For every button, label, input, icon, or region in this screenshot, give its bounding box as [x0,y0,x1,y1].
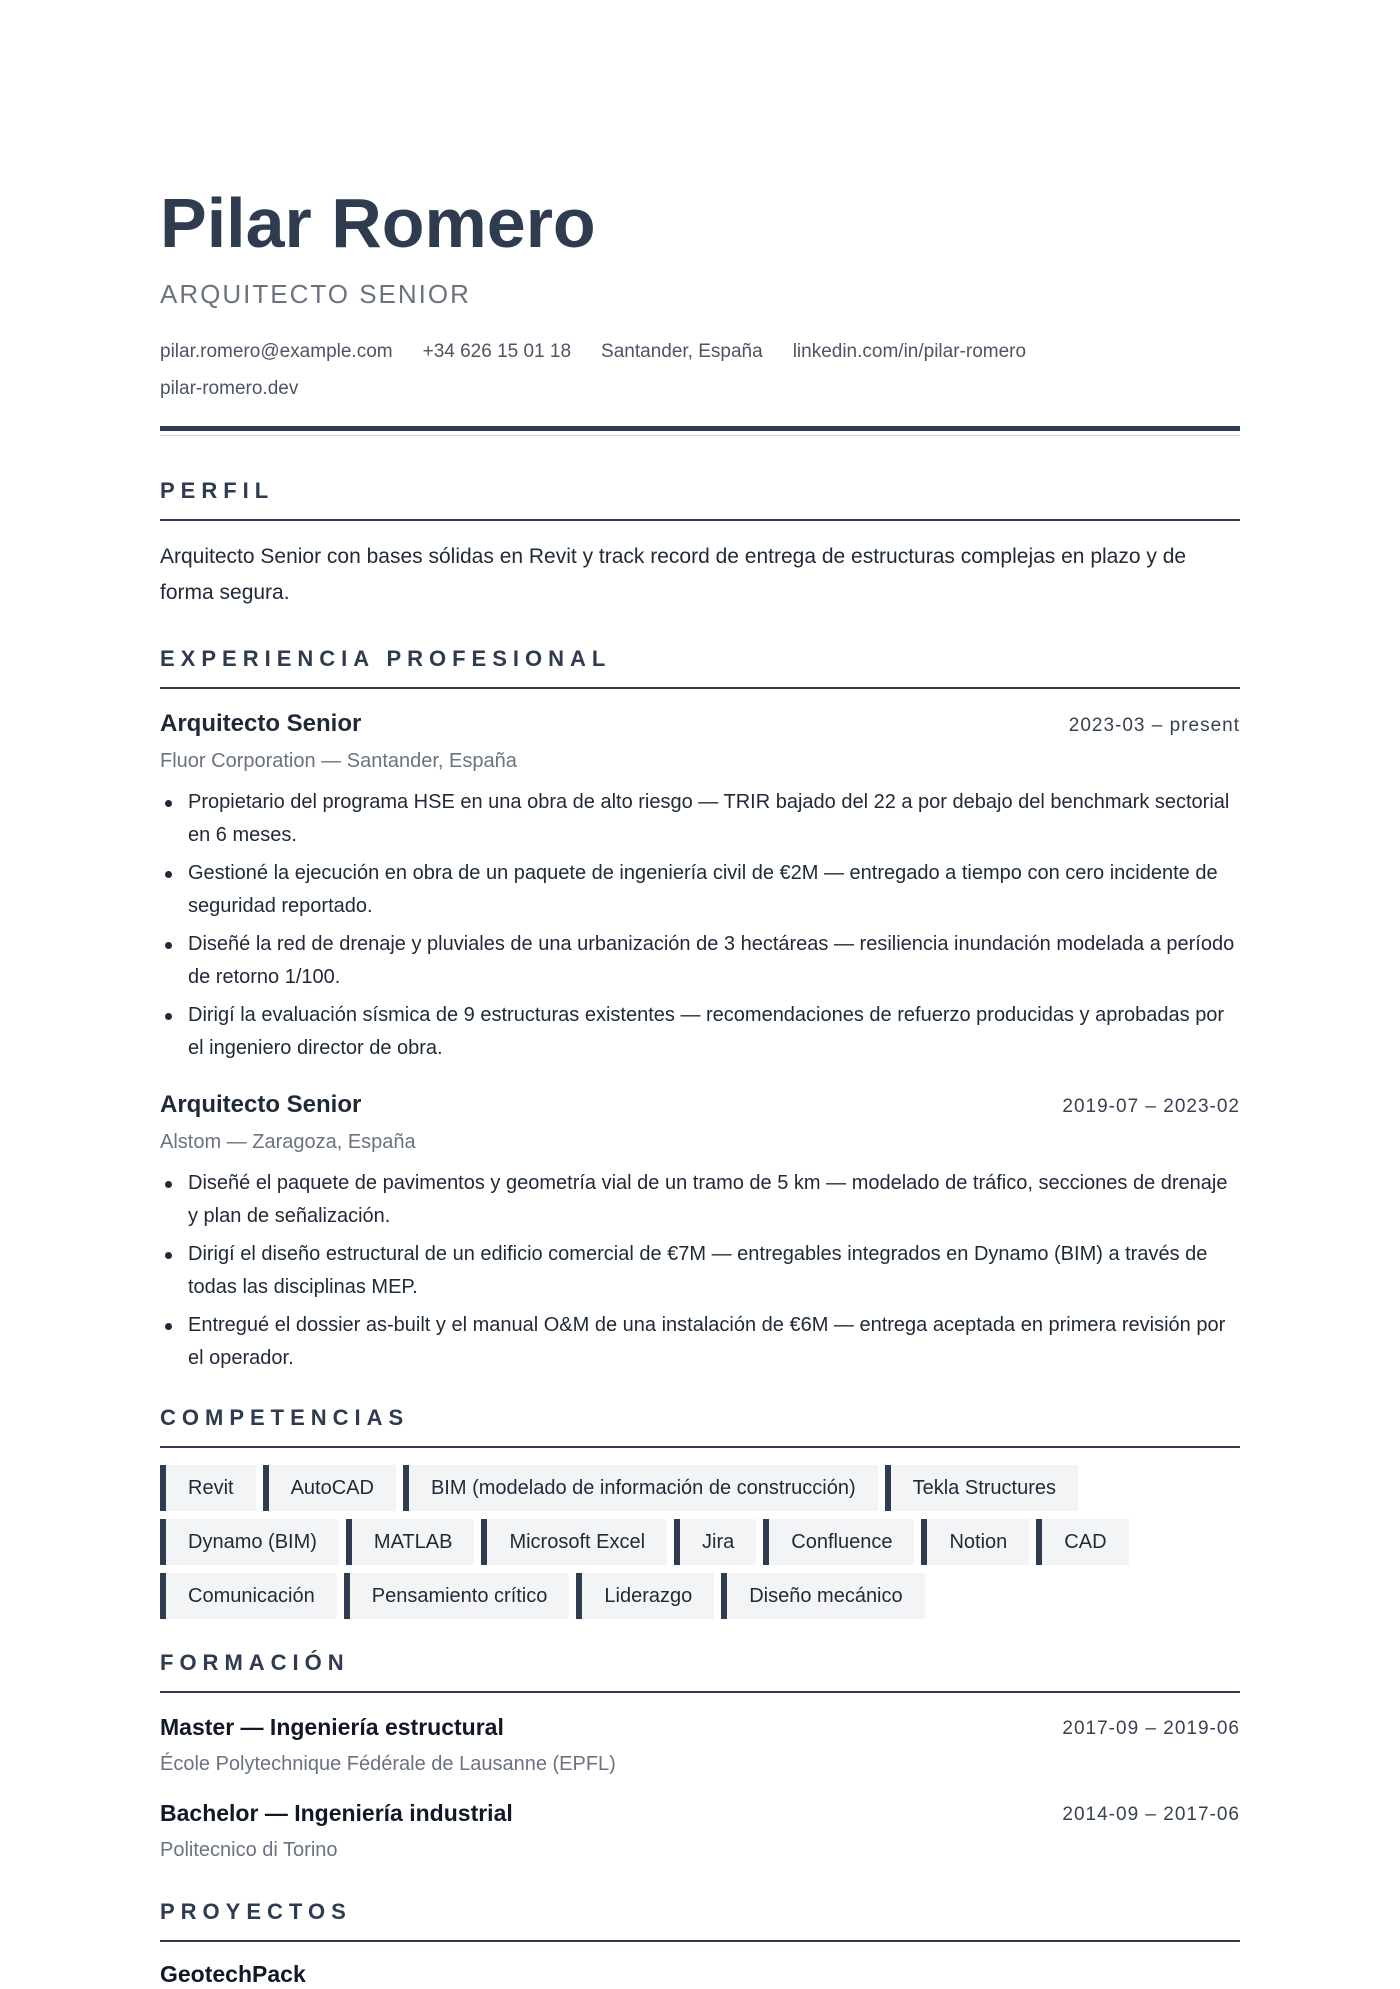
skill-chip: AutoCAD [263,1465,396,1511]
job-bullet: Diseñé la red de drenaje y pluviales de una urbanización de 3 hectáreas — resiliencia inundación modelada a período de retorno 1/100. [160,928,1240,994]
contact-phone[interactable]: +34 626 15 01 18 [422,341,572,362]
skills-row [160,1519,1240,1573]
contact-info [160,333,1240,407]
project-name: GeotechPack [160,1961,306,1987]
education-degree: Bachelor — Ingeniería industrial [160,1800,513,1826]
profile-summary: Arquitecto Senior con bases sólidas en Revit y track record de entrega de estructuras complejas en plazo y de forma segura. [160,545,1187,604]
job-bullet: Propietario del programa HSE en una obra de alto riesgo — TRIR bajado del 22 a por debajo del benchmark sectorial en 6 meses. [160,786,1240,852]
section-title-profile: PERFIL [160,477,1240,521]
candidate-name: Pilar Romero [160,184,596,262]
skill-chip: Revit [160,1465,256,1511]
skill-chip: Tekla Structures [885,1465,1078,1511]
skill-chip: BIM (modelado de información de construcción) [403,1465,878,1511]
job-bullet: Dirigí la evaluación sísmica de 9 estructuras existentes — recomendaciones de refuerzo producidas y aprobadas por el ingeniero director de obra. [160,999,1240,1065]
contact-email[interactable]: pilar.romero@example.com [160,341,393,362]
contact-location: Santander, España [601,341,763,362]
skill-chip: Diseño mecánico [721,1573,924,1619]
job-dates: 2019-07 – 2023-02 [1062,1096,1240,1117]
skills-row [160,1465,1240,1519]
skill-chip: Notion [921,1519,1029,1565]
education-school: École Polytechnique Fédérale de Lausanne (EPFL) [160,1753,616,1775]
job-bullet: Gestioné la ejecución en obra de un paquete de ingeniería civil de €2M — entregado a tiempo con cero incidente de seguridad reportado. [160,857,1240,923]
job-bullet: Diseñé el paquete de pavimentos y geometría vial de un tramo de 5 km — modelado de tráfico, secciones de drenaje y plan de señalización. [160,1167,1240,1233]
job-title: Arquitecto Senior [160,710,362,737]
job-dates: 2023-03 – present [1068,715,1240,736]
education-dates: 2014-09 – 2017-06 [1062,1804,1240,1825]
job-company: Fluor Corporation — Santander, España [160,750,517,772]
job-bullets [160,786,1240,1070]
skill-chip: MATLAB [346,1519,475,1565]
section-title-projects: PROYECTOS [160,1898,1240,1942]
header-divider-thin [160,435,1240,436]
skill-chip: Jira [674,1519,756,1565]
contact-linkedin[interactable]: linkedin.com/in/pilar-romero [792,341,1027,362]
header-divider-thick [160,426,1240,431]
skill-chip: Confluence [763,1519,914,1565]
skill-chip: Pensamiento crítico [344,1573,570,1619]
skill-chip: Dynamo (BIM) [160,1519,339,1565]
skills-row [160,1573,1240,1627]
job-bullet: Entregué el dossier as-built y el manual O&M de una instalación de €6M — entrega aceptada en primera revisión por el operador. [160,1309,1240,1375]
education-degree: Master — Ingeniería estructural [160,1714,504,1740]
education-dates: 2017-09 – 2019-06 [1062,1718,1240,1739]
skill-chip: Comunicación [160,1573,337,1619]
education-school: Politecnico di Torino [160,1839,338,1861]
skill-chip: Microsoft Excel [481,1519,667,1565]
skills-chips [160,1465,1240,1627]
skill-chip: Liderazgo [576,1573,714,1619]
job-company: Alstom — Zaragoza, España [160,1131,416,1153]
section-title-skills: COMPETENCIAS [160,1404,1240,1448]
job-bullet: Dirigí el diseño estructural de un edificio comercial de €7M — entregables integrados en Dynamo (BIM) a través de todas las disciplinas MEP. [160,1238,1240,1304]
section-title-education: FORMACIÓN [160,1649,1240,1693]
job-title: Arquitecto Senior [160,1091,362,1118]
job-bullets [160,1167,1240,1380]
skill-chip: CAD [1036,1519,1128,1565]
candidate-title: ARQUITECTO SENIOR [160,279,471,309]
section-title-experience: EXPERIENCIA PROFESIONAL [160,645,1240,689]
contact-website[interactable]: pilar-romero.dev [160,378,299,399]
